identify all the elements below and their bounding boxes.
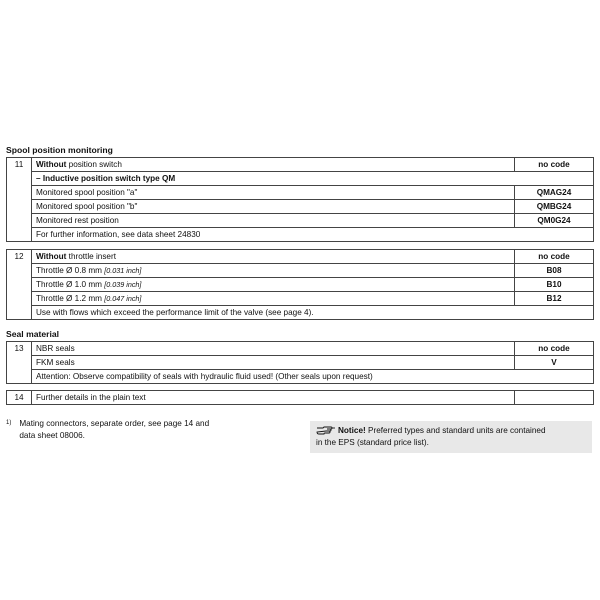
table-row (7, 342, 594, 356)
option-label: Monitored spool position "a" (32, 186, 515, 200)
table-row (7, 370, 594, 384)
notice-text: Preferred types and standard units are contained (365, 426, 546, 435)
option-code: no code (515, 158, 594, 172)
table-row (7, 200, 594, 214)
table-row (7, 172, 594, 186)
option-label: Throttle Ø 1.0 mm [0.039 inch] (32, 278, 515, 292)
option-label: Without position switch (32, 158, 515, 172)
option-label: Throttle Ø 0.8 mm [0.031 inch] (32, 264, 515, 278)
section-title-seal: Seal material (6, 329, 60, 339)
pointing-hand-icon (316, 426, 336, 435)
option-code: QMBG24 (515, 200, 594, 214)
option-code: no code (515, 250, 594, 264)
table-row (7, 228, 594, 242)
table-row (7, 264, 594, 278)
option-label: Throttle Ø 1.2 mm [0.047 inch] (32, 292, 515, 306)
section-title-spool: Spool position monitoring (6, 145, 113, 155)
option-code: no code (515, 342, 594, 356)
table-row (7, 292, 594, 306)
footnote-line: data sheet 08006. (19, 431, 85, 440)
seal-options-table (6, 341, 594, 384)
table-row (7, 186, 594, 200)
notice-label: Notice! (338, 426, 366, 435)
table-row (7, 158, 594, 172)
spool-options-table (6, 157, 594, 242)
option-info: Attention: Observe compatibility of seals with hydraulic fluid used! (Other seals upon request) (32, 370, 594, 384)
option-label: Monitored spool position "b" (32, 200, 515, 214)
notice-text: in the EPS (standard price list). (316, 438, 429, 447)
notice-box (310, 421, 592, 453)
option-number: 14 (7, 391, 32, 405)
option-code: B08 (515, 264, 594, 278)
footnote-mark: 1) (6, 420, 12, 426)
table-row (7, 391, 594, 405)
option-code (515, 391, 594, 405)
option-subheading: – Inductive position switch type QM (32, 172, 594, 186)
option-code: V (515, 356, 594, 370)
option-number: 12 (7, 250, 32, 320)
further-details-table (6, 390, 594, 405)
option-number: 11 (7, 158, 32, 242)
throttle-options-table (6, 249, 594, 320)
table-row (7, 250, 594, 264)
footnote (6, 418, 209, 442)
option-label: Without throttle insert (32, 250, 515, 264)
option-info: For further information, see data sheet 24830 (32, 228, 594, 242)
option-code: QMAG24 (515, 186, 594, 200)
table-row (7, 306, 594, 320)
table-row (7, 356, 594, 370)
option-info: Use with flows which exceed the performance limit of the valve (see page 4). (32, 306, 594, 320)
option-label: FKM seals (32, 356, 515, 370)
option-code: B10 (515, 278, 594, 292)
option-label: Monitored rest position (32, 214, 515, 228)
option-code: B12 (515, 292, 594, 306)
footnote-line: Mating connectors, separate order, see page 14 and (19, 419, 210, 428)
option-code: QM0G24 (515, 214, 594, 228)
table-row (7, 278, 594, 292)
table-row (7, 214, 594, 228)
option-label: Further details in the plain text (32, 391, 515, 405)
option-number: 13 (7, 342, 32, 384)
option-label: NBR seals (32, 342, 515, 356)
